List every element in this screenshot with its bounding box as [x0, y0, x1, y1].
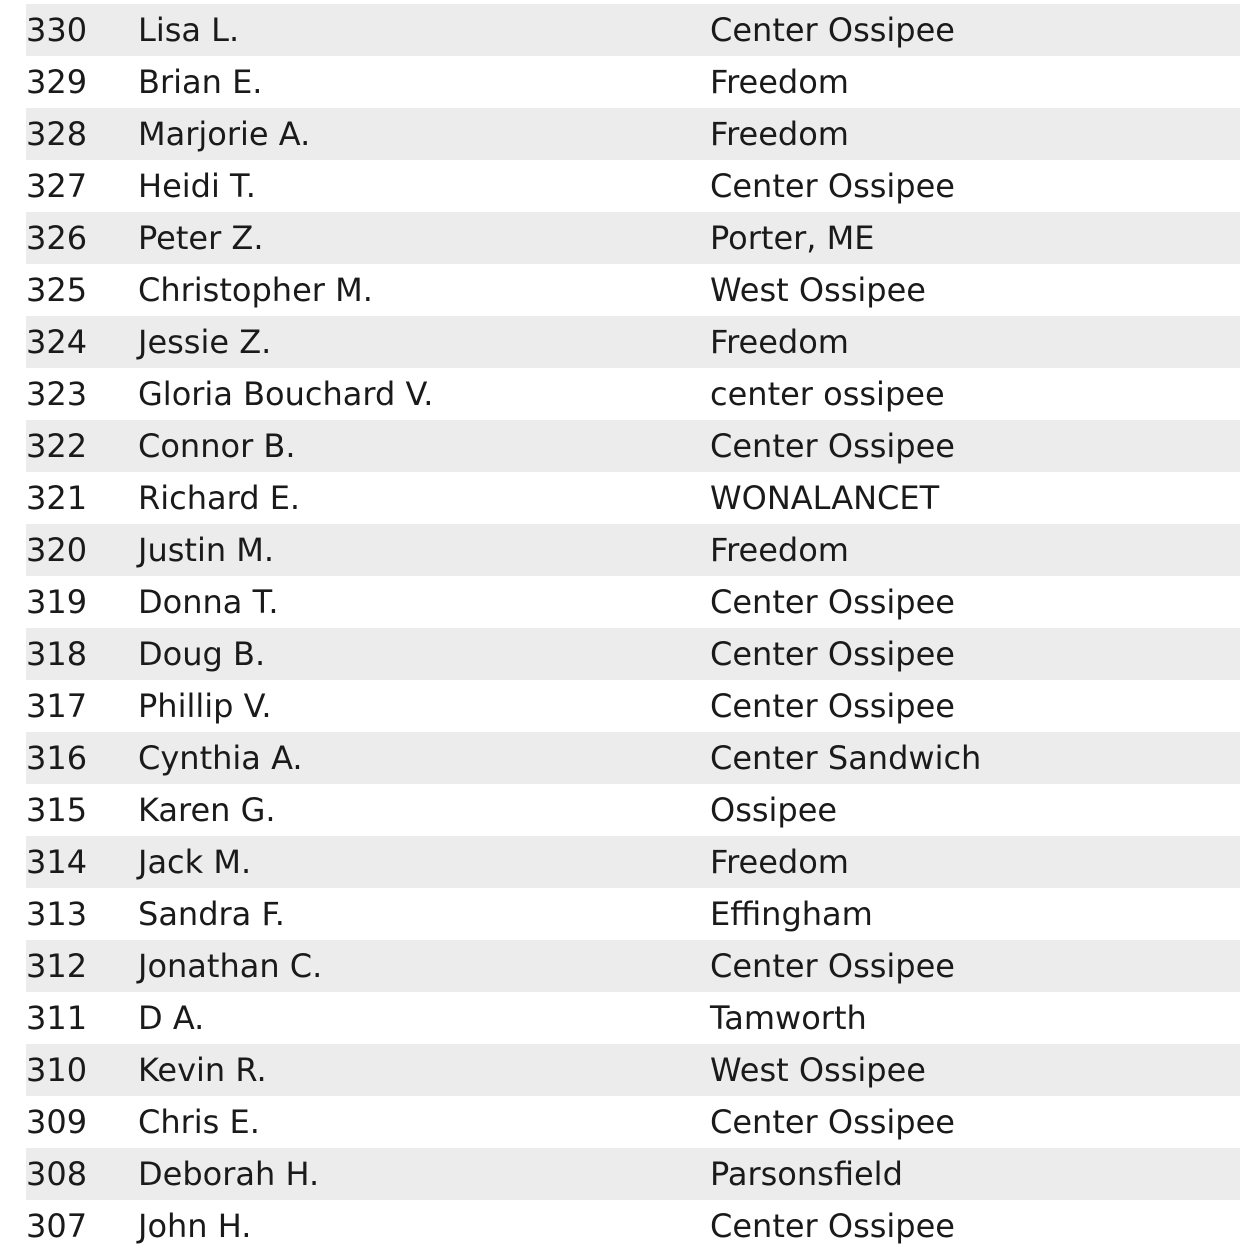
row-number: 320	[26, 531, 88, 569]
row-number: 328	[26, 115, 88, 153]
row-name: Richard E.	[138, 479, 301, 517]
row-town: Center Ossipee	[710, 635, 955, 673]
row-name: Jonathan C.	[138, 947, 323, 985]
row-town: Ossipee	[710, 791, 838, 829]
row-number: 312	[26, 947, 88, 985]
row-town: Freedom	[710, 63, 849, 101]
row-number: 327	[26, 167, 88, 205]
row-town: West Ossipee	[710, 271, 926, 309]
table-row	[26, 628, 1240, 680]
row-name: Deborah H.	[138, 1155, 320, 1193]
row-number: 329	[26, 63, 88, 101]
row-name: Kevin R.	[138, 1051, 267, 1089]
row-town: Freedom	[710, 323, 849, 361]
row-number: 316	[26, 739, 88, 777]
table-row	[26, 264, 1240, 316]
row-town: Center Ossipee	[710, 1103, 955, 1141]
row-name: Doug B.	[138, 635, 266, 673]
row-number: 310	[26, 1051, 88, 1089]
row-town: Center Ossipee	[710, 583, 955, 621]
table-row	[26, 1096, 1240, 1148]
row-number: 326	[26, 219, 88, 257]
table-row	[26, 160, 1240, 212]
table-row	[26, 1200, 1240, 1252]
table-row	[26, 1044, 1240, 1096]
row-town: Porter, ME	[710, 219, 875, 257]
row-town: Effingham	[710, 895, 873, 933]
row-name: Marjorie A.	[138, 115, 311, 153]
table-row	[26, 836, 1240, 888]
row-number: 315	[26, 791, 88, 829]
row-number: 307	[26, 1207, 88, 1245]
row-number: 308	[26, 1155, 88, 1193]
table-row	[26, 368, 1240, 420]
row-town: Parsonsfield	[710, 1155, 903, 1193]
table-row	[26, 4, 1240, 56]
row-name: Jack M.	[138, 843, 252, 881]
table-row	[26, 940, 1240, 992]
row-number: 313	[26, 895, 88, 933]
row-name: Donna T.	[138, 583, 279, 621]
row-name: Peter Z.	[138, 219, 264, 257]
table-row	[26, 316, 1240, 368]
row-town: Center Ossipee	[710, 167, 955, 205]
table-row	[26, 472, 1240, 524]
row-town: WONALANCET	[710, 479, 940, 517]
row-number: 323	[26, 375, 88, 413]
row-name: John H.	[138, 1207, 252, 1245]
row-town: Freedom	[710, 531, 849, 569]
row-number: 321	[26, 479, 88, 517]
row-name: Jessie Z.	[138, 323, 272, 361]
table-row	[26, 784, 1240, 836]
row-name: Justin M.	[138, 531, 275, 569]
row-name: Connor B.	[138, 427, 296, 465]
row-number: 318	[26, 635, 88, 673]
row-name: Sandra F.	[138, 895, 285, 933]
signer-table	[26, 4, 1240, 1252]
row-name: D A.	[138, 999, 205, 1037]
row-town: Center Ossipee	[710, 687, 955, 725]
row-number: 324	[26, 323, 88, 361]
table-row	[26, 576, 1240, 628]
row-number: 330	[26, 11, 88, 49]
row-town: Tamworth	[710, 999, 867, 1037]
row-name: Heidi T.	[138, 167, 256, 205]
table-row	[26, 680, 1240, 732]
row-town: Freedom	[710, 115, 849, 153]
row-town: Center Ossipee	[710, 1207, 955, 1245]
table-row	[26, 524, 1240, 576]
row-town: West Ossipee	[710, 1051, 926, 1089]
row-number: 319	[26, 583, 88, 621]
row-number: 311	[26, 999, 88, 1037]
table-row	[26, 888, 1240, 940]
table-row	[26, 56, 1240, 108]
row-town: Center Sandwich	[710, 739, 982, 777]
table-row	[26, 212, 1240, 264]
table-row	[26, 992, 1240, 1044]
row-name: Lisa L.	[138, 11, 240, 49]
row-town: Center Ossipee	[710, 11, 955, 49]
row-number: 322	[26, 427, 88, 465]
row-number: 317	[26, 687, 88, 725]
row-name: Christopher M.	[138, 271, 373, 309]
row-name: Karen G.	[138, 791, 276, 829]
row-number: 325	[26, 271, 88, 309]
table-row	[26, 732, 1240, 784]
table-row	[26, 108, 1240, 160]
row-town: Center Ossipee	[710, 947, 955, 985]
row-number: 314	[26, 843, 88, 881]
row-name: Cynthia A.	[138, 739, 303, 777]
table-row	[26, 420, 1240, 472]
row-name: Brian E.	[138, 63, 263, 101]
row-name: Phillip V.	[138, 687, 272, 725]
row-number: 309	[26, 1103, 88, 1141]
row-name: Chris E.	[138, 1103, 260, 1141]
row-town: Freedom	[710, 843, 849, 881]
row-town: center ossipee	[710, 375, 945, 413]
row-name: Gloria Bouchard V.	[138, 375, 434, 413]
table-row	[26, 1148, 1240, 1200]
row-town: Center Ossipee	[710, 427, 955, 465]
